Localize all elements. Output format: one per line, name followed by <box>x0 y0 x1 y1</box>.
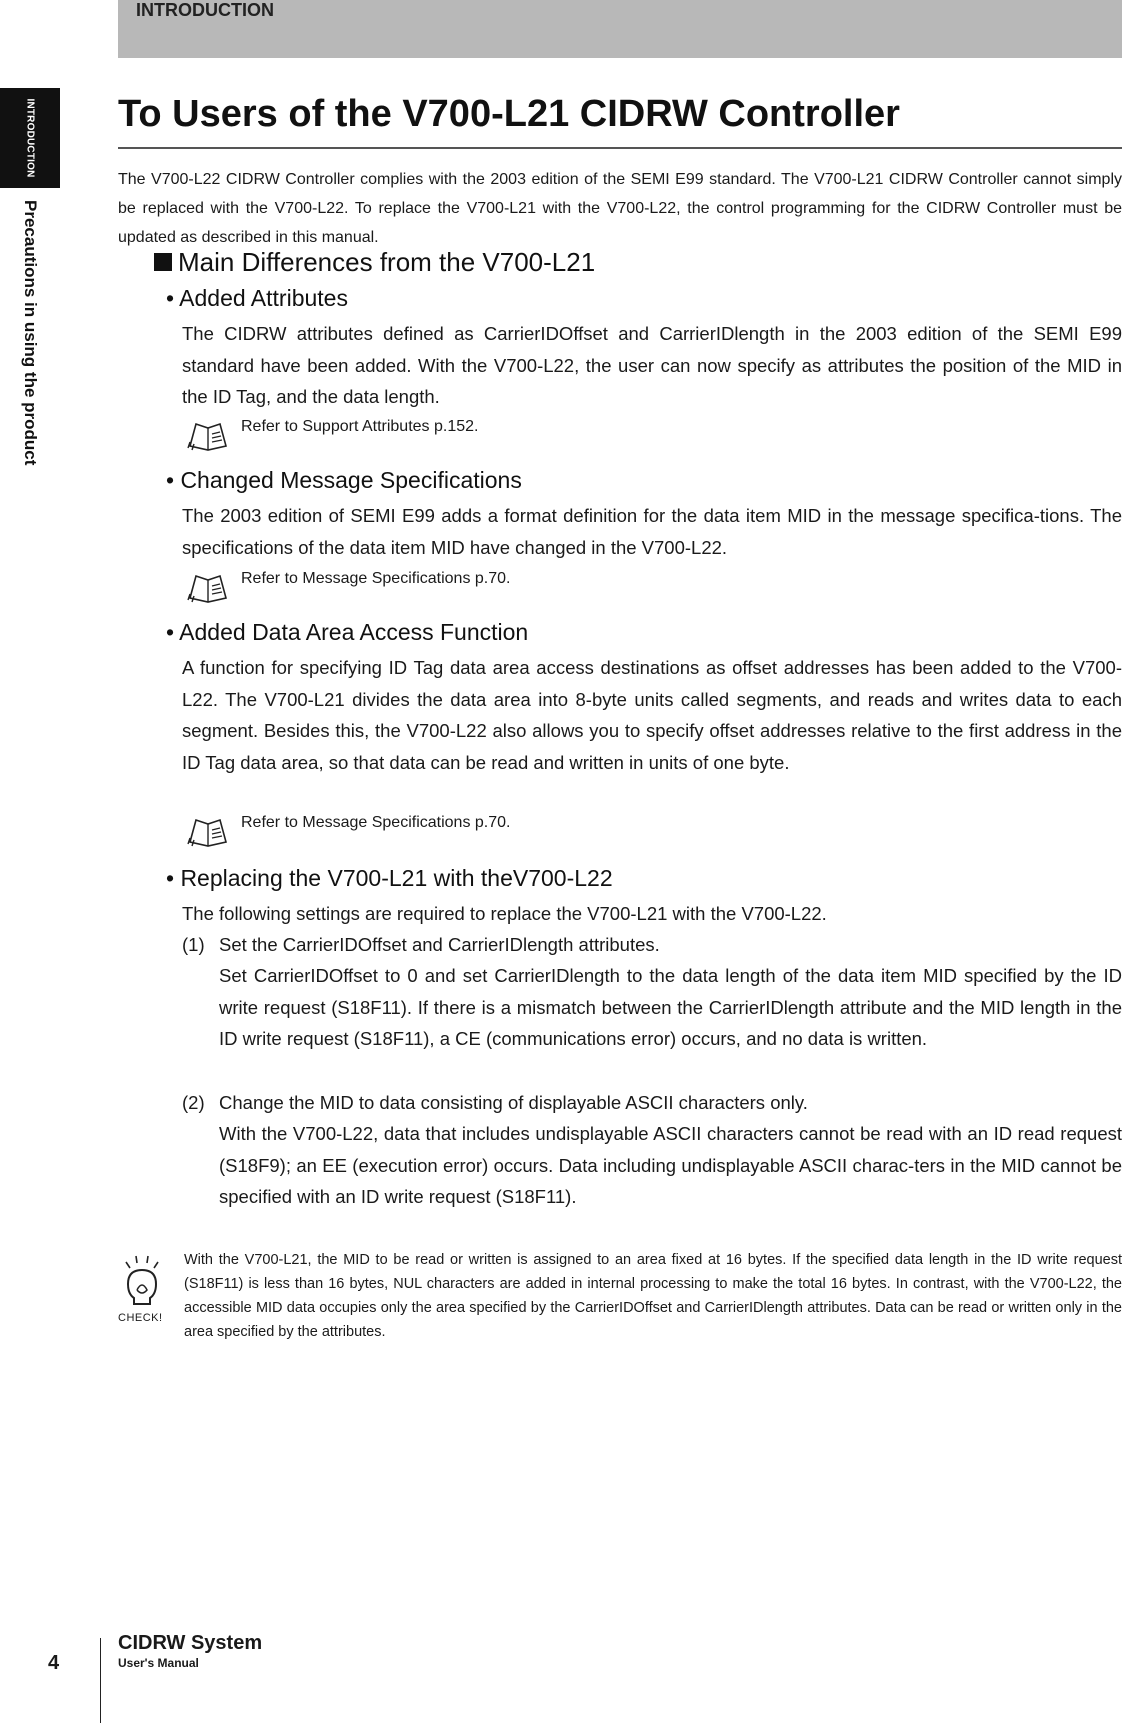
step-title-2: Change the MID to data consisting of displayable ASCII characters only. <box>219 1092 808 1113</box>
book-reference-icon <box>186 570 230 604</box>
header-bar <box>118 0 1122 58</box>
side-section-text: Precautions in using the product <box>21 200 40 466</box>
page-title: To Users of the V700-L21 CIDRW Controller <box>118 93 900 135</box>
check-note-icon <box>118 1254 172 1332</box>
reference-text: Refer to Message Specifications p.70. <box>241 570 511 587</box>
book-reference-icon <box>186 814 230 848</box>
step-title-1: Set the CarrierIDOffset and CarrierIDlength attributes. <box>219 934 660 955</box>
section-heading-text: Main Differences from the V700-L21 <box>178 247 596 277</box>
check-note-text: With the V700-L21, the MID to be read or written is assigned to an area fixed at 16 bytes. If the specified data length in the ID write request (S18F11) is less than 16 bytes, NUL characters are added in internal processing to make the total 16 bytes. In contrast, with the V700-L22, the accessible MID data occupies only the area specified by the CarrierIDOffset and CarrierIDlength attributes. Data can be read or written only in the area specified by the attributes. <box>184 1252 1122 1340</box>
footer-divider <box>100 1638 101 1723</box>
book-reference-icon <box>186 418 230 452</box>
reference-text: Refer to Support Attributes p.152. <box>241 418 479 435</box>
step-number-2: (2) <box>182 1092 205 1113</box>
step-number-1: (1) <box>182 934 205 955</box>
item-heading-added-attributes: • Added Attributes <box>166 285 348 311</box>
side-tab-label: INTRODUCTION <box>24 98 36 178</box>
header-section-title: INTRODUCTION <box>136 0 274 20</box>
square-bullet-icon <box>154 253 172 271</box>
check-label: CHECK! <box>118 1312 163 1324</box>
intro-paragraph: The V700-L22 CIDRW Controller complies with the 2003 edition of the SEMI E99 standard. The V700-L21 CIDRW Controller cannot simply be replaced with the V700-L22. To replace the V700-L21 with the V700-L22, the control programming for the CIDRW Controller must be updated as described in this manual. <box>118 171 1122 246</box>
item-text-replacing: The following settings are required to replace the V700-L21 with the V700-L22. <box>182 903 827 924</box>
item-text-data-area-access: A function for specifying ID Tag data area access destinations as offset addresses has been added to the V700-L22. The V700-L21 divides the data area into 8-byte units called segments, and reads and writes data to each segment. Besides this, the V700-L22 also allows you to specify offset addresses relative to the first address in the ID Tag data area, so that data can be read and written in units of one byte. <box>182 657 1122 773</box>
page-number: 4 <box>48 1652 60 1674</box>
step-text-1: Set CarrierIDOffset to 0 and set CarrierIDlength to the data length of the data item MID specified by the ID write request (S18F11). If there is a mismatch between the CarrierIDlength attribute and the MID length in the ID write request (S18F11), a CE (communications error) occurs, and no data is written. <box>219 965 1122 1049</box>
item-heading-data-area-access: • Added Data Area Access Function <box>166 619 529 645</box>
step-text-2: With the V700-L22, data that includes undisplayable ASCII characters cannot be read with an ID read request (S18F9); an EE (execution error) occurs. Data including undisplayable ASCII charac-ters in the MID cannot be specified with an ID write request (S18F11). <box>219 1123 1122 1207</box>
item-heading-replacing: • Replacing the V700-L21 with theV700-L22 <box>166 865 613 891</box>
side-tab <box>0 88 60 188</box>
side-section-label <box>21 200 41 466</box>
item-text-changed-message: The 2003 edition of SEMI E99 adds a format definition for the data item MID in the message specifica-tions. The specifications of the data item MID have changed in the V700-L22. <box>182 505 1122 558</box>
item-text-added-attributes: The CIDRW attributes defined as CarrierIDOffset and CarrierIDlength in the 2003 edition of the SEMI E99 standard have been added. With the V700-L22, the user can now specify as attributes the position of the MID in the ID Tag, and the data length. <box>182 323 1122 407</box>
section-heading <box>154 247 595 278</box>
footer-manual-subtitle: User's Manual <box>118 1656 199 1670</box>
reference-text: Refer to Message Specifications p.70. <box>241 814 511 831</box>
title-divider <box>118 147 1122 149</box>
footer-manual-title: CIDRW System <box>118 1632 263 1654</box>
lightbulb-icon <box>118 1254 172 1310</box>
item-heading-changed-message: • Changed Message Specifications <box>166 467 522 493</box>
